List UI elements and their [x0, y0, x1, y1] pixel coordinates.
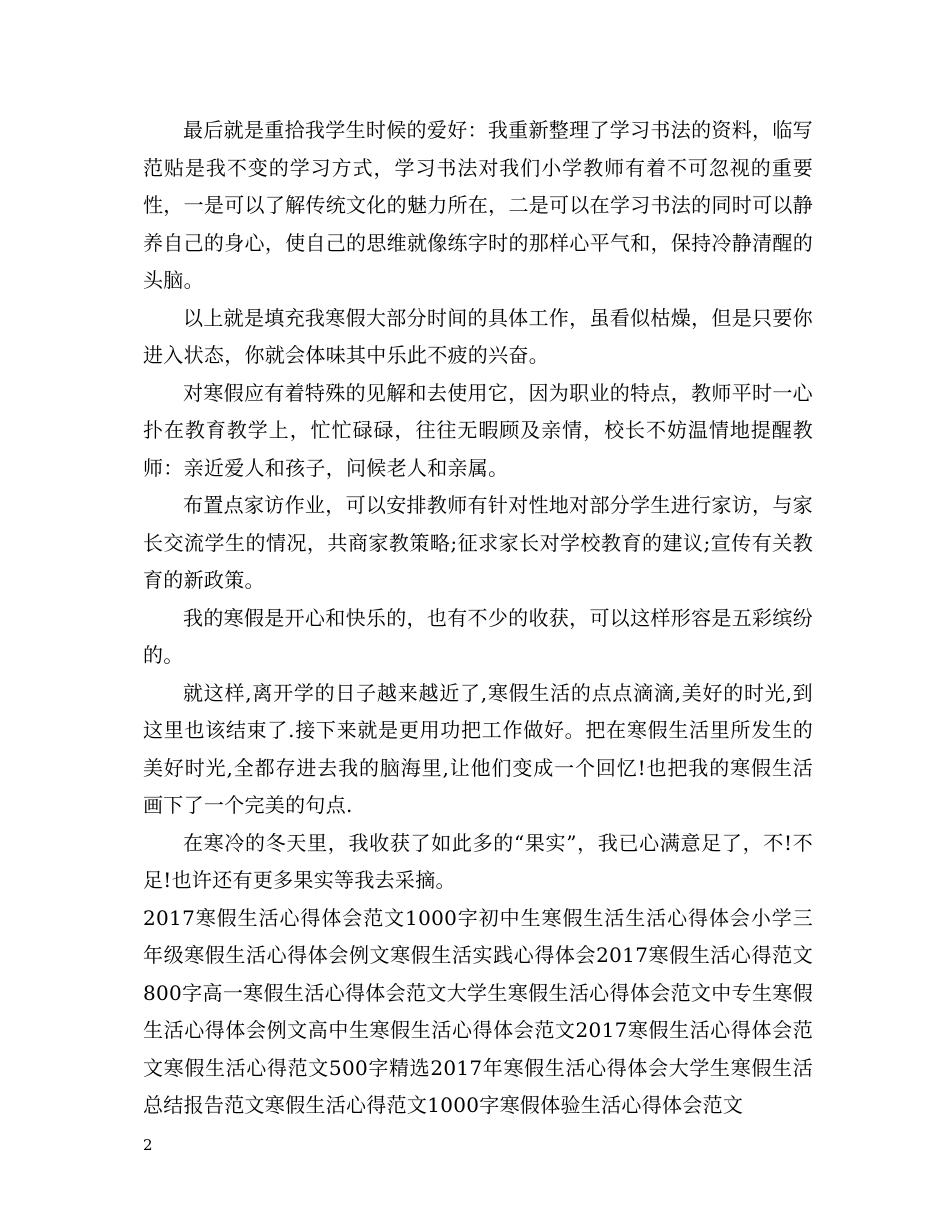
paragraph-happy-winter: 我的寒假是开心和快乐的，也有不少的收获，可以这样形容是五彩缤纷的。 — [143, 605, 813, 667]
paragraph-harvest: 在寒冷的冬天里，我收获了如此多的“果实”，我已心满意足了，不!不足!也许还有更多果实等我去采摘。 — [143, 830, 813, 892]
paragraph-winter-work: 以上就是填充我寒假大部分时间的具体工作，虽看似枯燥，但是只要你进入状态，你就会体味其中乐此不疲的兴奋。 — [143, 305, 813, 367]
document-body — [143, 112, 813, 1125]
paragraph-home-visit: 布置点家访作业，可以安排教师有针对性地对部分学生进行家访，与家长交流学生的情况，共商家教策略;征求家长对学校教育的建议;宣传有关教育的新政策。 — [143, 493, 813, 592]
paragraph-calligraphy: 最后就是重拾我学生时候的爱好：我重新整理了学习书法的资料，临写范贴是我不变的学习方式，学习书法对我们小学教师有着不可忽视的重要性，一是可以了解传统文化的魅力所在，二是可以在学习书法的同时可以静养自己的身心，使自己的思维就像练字时的那样心平气和，保持冷静清醒的头脑。 — [143, 118, 813, 292]
page-number: 2 — [143, 1136, 153, 1154]
paragraph-family-care: 对寒假应有着特殊的见解和去使用它，因为职业的特点，教师平时一心扑在教育教学上，忙忙碌碌，往往无暇顾及亲情，校长不妨温情地提醒教师：亲近爱人和孩子，问候老人和亲属。 — [143, 380, 813, 480]
related-articles-links[interactable]: 2017寒假生活心得体会范文1000字初中生寒假生活生活心得体会小学三年级寒假生活心得体会例文寒假生活实践心得体会2017寒假生活心得范文800字高一寒假生活心得体会范文大学生寒假生活心得体会范文中专生寒假生活心得体会例文高中生寒假生活心得体会范文2017寒假生活心得体会范文寒假生活心得范文500字精选2017年寒假生活心得体会大学生寒假生活总结报告范文寒假生活心得范文1000字寒假体验生活心得体会范文 — [143, 905, 813, 1117]
paragraph-closing: 就这样,离开学的日子越来越近了,寒假生活的点点滴滴,美好的时光,到这里也该结束了.接下来就是更用功把工作做好。把在寒假生活里所发生的美好时光,全都存进去我的脑海里,让他们变成一个回忆!也把我的寒假生活画下了一个完美的句点. — [143, 680, 813, 817]
